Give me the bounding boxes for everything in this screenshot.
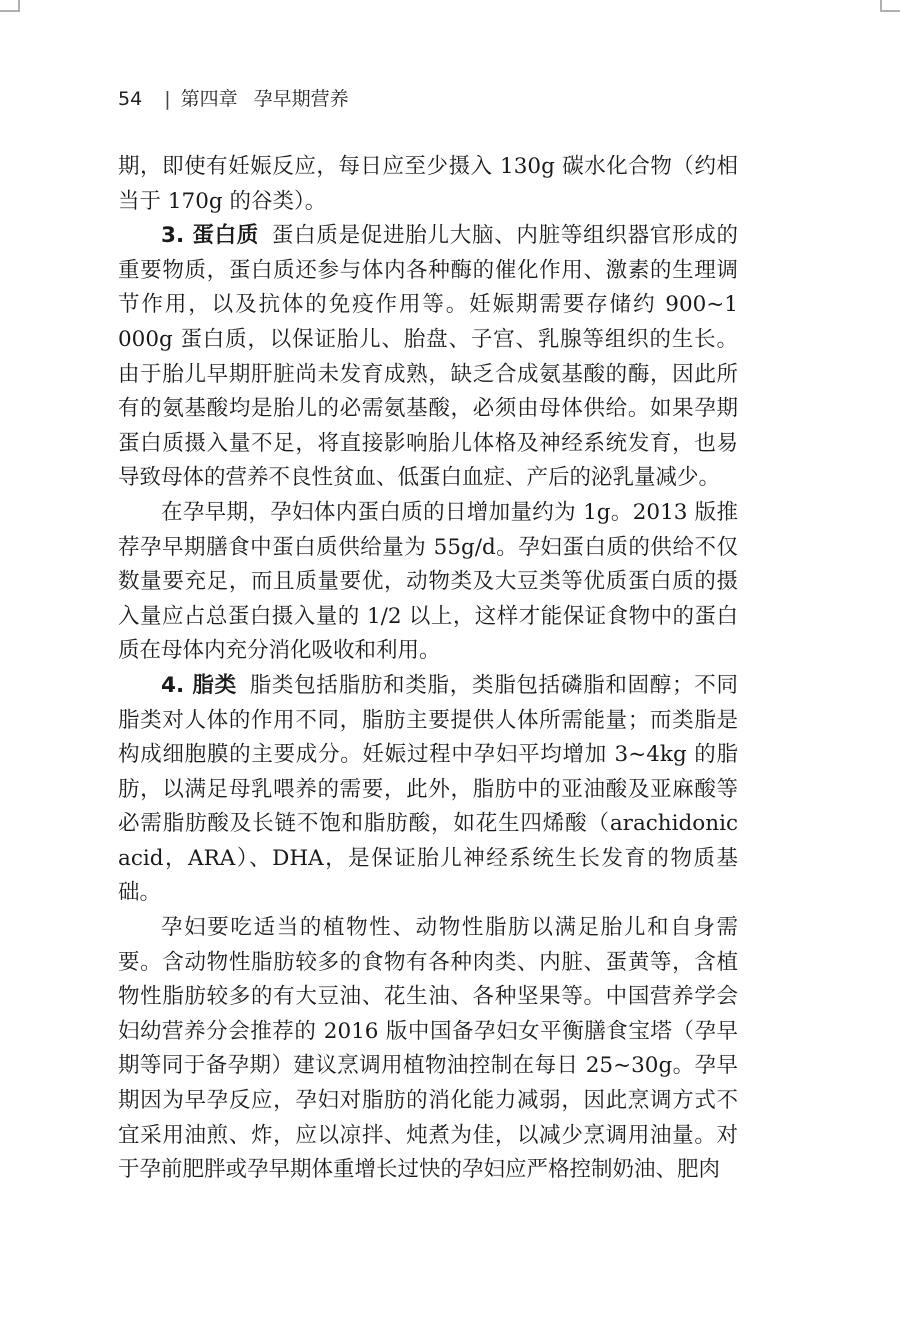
paragraph-protein-early-pregnancy: 在孕早期，孕妇体内蛋白质的日增加量约为 1g。2013 版推荐孕早期膳食中蛋白质供给量为 55g/d。孕妇蛋白质的供给不仅数量要充足，而且质量要优，动物类及大豆类等优质蛋白质的摄入量应占总蛋白摄入量的 1/2 以上，这样才能保证食物中的蛋白质在母体内充分消化吸收和利用。 [118,499,738,664]
page-body [118,150,738,1188]
paragraph-carbohydrate-continued: 期，即使有妊娠反应，每日应至少摄入 130g 碳水化合物（约相当于 170g 的谷类）。 [118,154,738,214]
paragraph-dietary-fats: 孕妇要吃适当的植物性、动物性脂肪以满足胎儿和自身需要。含动物性脂肪较多的食物有各种肉类、内脏、蛋黄等，含植物性脂肪较多的有大豆油、花生油、各种坚果等。中国营养学会妇幼营养分会推荐的 2016 版中国备孕妇女平衡膳食宝塔（孕早期等同于备孕期）建议烹调用植物油控制在每日 25~30g。孕早期因为早孕反应，孕妇对脂肪的消化能力减弱，因此烹调方式不宜采用油煎、炸，应以凉拌、炖煮为佳，以减少烹调用油量。对于孕前肥胖或孕早期体重增长过快的孕妇应严格控制奶油、肥肉 [118,915,738,1183]
section-heading-protein: 3. 蛋白质 [161,223,260,249]
crop-mark-left [0,0,20,12]
paragraph-protein [118,219,738,496]
header-separator: | [164,88,171,110]
section-title: 孕早期营养 [253,88,349,110]
paragraph-lipids [118,669,738,911]
page-number: 54 [118,88,143,110]
paragraph-lipids-text: 脂类包括脂肪和类脂，类脂包括磷脂和固醇；不同脂类对人体的作用不同，脂肪主要提供人体所需能量；而类脂是构成细胞膜的主要成分。妊娠过程中孕妇平均增加 3~4kg 的脂肪，以满足母乳喂养的需要，此外，脂肪中的亚油酸及亚麻酸等必需脂肪酸及长链不饱和脂肪酸，如花生四烯酸（arachidonic acid，ARA）、DHA，是保证胎儿神经系统生长发育的物质基础。 [118,672,738,906]
running-header [118,84,349,111]
paragraph-protein-text: 蛋白质是促进胎儿大脑、内脏等组织器官形成的重要物质，蛋白质还参与体内各种酶的催化作用、激素的生理调节作用，以及抗体的免疫作用等。妊娠期需要存储约 900~1 000g 蛋白质，以保证胎儿、胎盘、子宫、乳腺等组织的生长。由于胎儿早期肝脏尚未发育成熟，缺乏合成氨基酸的酶，因此所有的氨基酸均是胎儿的必需氨基酸，必须由母体供给。如果孕期蛋白质摄入量不足，将直接影响胎儿体格及神经系统发育，也易导致母体的营养不良性贫血、低蛋白血症、产后的泌乳量减少。 [118,223,738,491]
section-heading-lipids: 4. 脂类 [161,672,237,698]
crop-mark-right [880,0,900,12]
chapter-label: 第四章 [180,88,238,110]
